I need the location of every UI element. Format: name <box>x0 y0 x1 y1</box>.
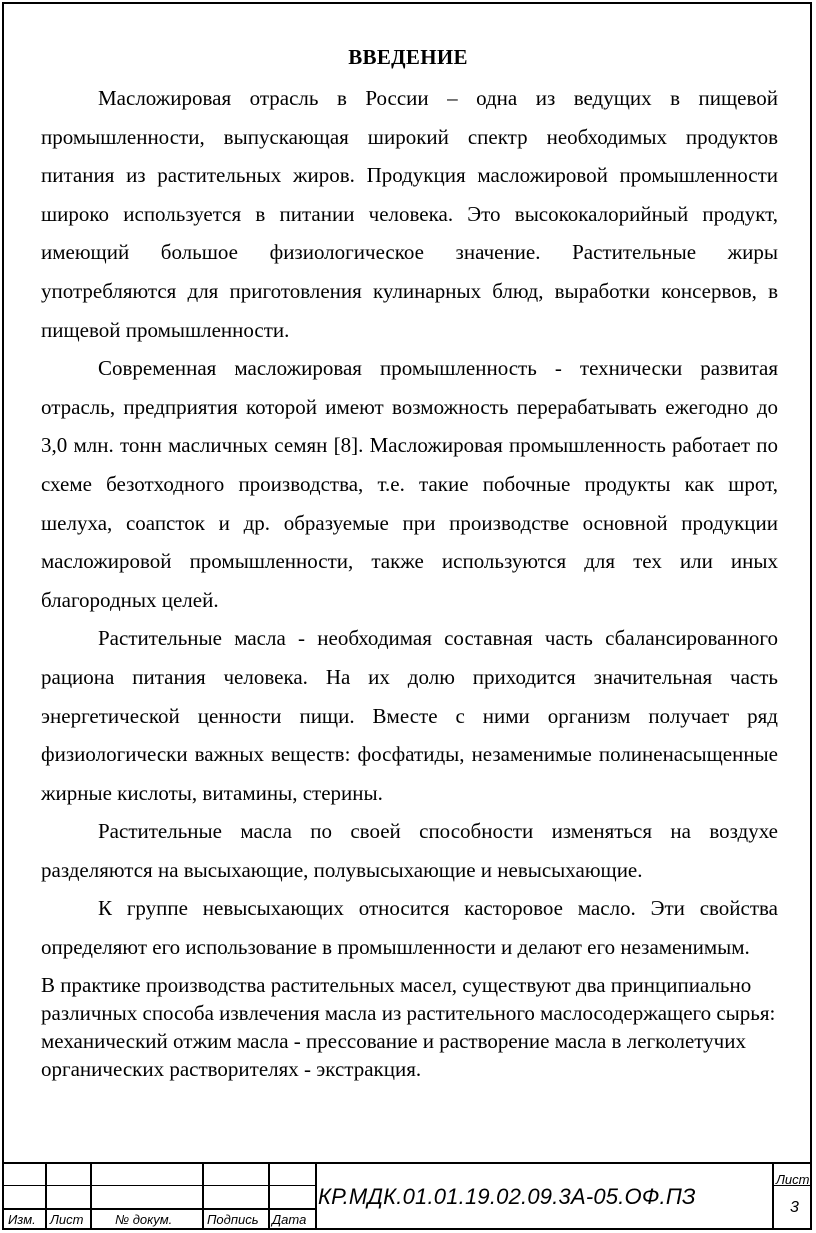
title-block-stamp <box>2 1162 812 1230</box>
stamp-col-line-6 <box>772 1162 774 1230</box>
stamp-col-line-2 <box>90 1162 92 1230</box>
stamp-col-line-4 <box>268 1162 270 1230</box>
page-title: ВВЕДЕНИЕ <box>348 45 468 69</box>
stamp-label-list: Лист <box>50 1212 84 1227</box>
stamp-label-date: Дата <box>272 1212 307 1227</box>
stamp-label-signature: Подпись <box>207 1212 259 1227</box>
stamp-label-doc-number: № докум. <box>115 1212 173 1227</box>
paragraph-1: Масложировая отрасль в России – одна из ведущих в пищевой промышленности, выпускающая широкий спектр необходимых продуктов питания из растительных жиров. Продукция масложировой промышленности широко используется в питании человека. Это высококалорийный продукт, имеющий большое физиологическое значение. Растительные жиры употребляются для приготовления кулинарных блюд, выработки консервов, в пищевой промышленности. <box>41 86 778 342</box>
sheet-number: 3 <box>790 1199 799 1216</box>
paragraph-4: Растительные масла по своей способности изменяться на воздухе разделяются на высыхающие, полувысыхающие и невысыхающие. <box>41 819 778 882</box>
document-code: КР.МДК.01.01.19.02.09.3А-05.ОФ.ПЗ <box>318 1184 696 1209</box>
stamp-top-border <box>2 1162 812 1164</box>
document-body <box>41 79 778 1083</box>
stamp-col-line-1 <box>45 1162 47 1230</box>
paragraph-5: К группе невысыхающих относится касторовое масло. Эти свойства определяют его использование в промышленности и делают его незаменимым. <box>41 896 778 960</box>
stamp-label-izm: Изм. <box>8 1212 36 1227</box>
paragraph-2: Современная масложировая промышленность - технически развитая отрасль, предприятия которой имеют возможность перерабатывать ежегодно до 3,0 млн. тонн масличных семян [8]. Масложировая промышленность работает по схеме безотходного производства, т.е. такие побочные продукты как шрот, шелуха, соапсток и др. образуемые при производстве основной продукции масложировой промышленности, также используются для тех или иных благородных целей. <box>41 356 778 612</box>
paragraph-3: Растительные масла - необходимая составная часть сбалансированного рациона питания человека. На их долю приходится значительная часть энергетической ценности пищи. Вместе с ними организм получает ряд физиологически важных веществ: фосфатиды, незаменимые полиненасыщенные жирные кислоты, витамины, стерины. <box>41 626 778 805</box>
sheet-label: Лист <box>776 1172 810 1187</box>
paragraph-6: В практике производства растительных масел, существуют два принципиально различных способа извлечения масла из растительного маслосодержащего сырья: механический отжим масла - прессование и растворение масла в легколетучих органических растворителях - экстракция. <box>41 972 776 1081</box>
stamp-col-line-5 <box>315 1162 317 1230</box>
stamp-col-line-3 <box>202 1162 204 1230</box>
